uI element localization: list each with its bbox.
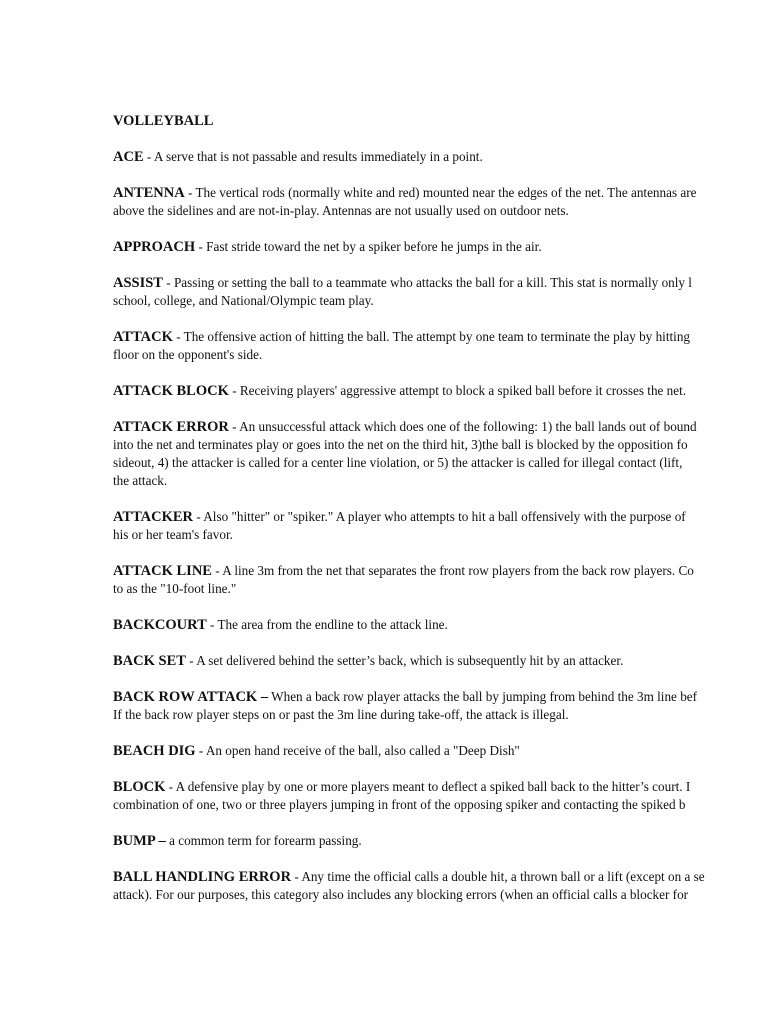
entry-term: BUMP – [113, 833, 166, 849]
entry-definition: - A serve that is not passable and results immediately in a point. [143, 149, 483, 164]
entry-line [113, 454, 768, 472]
entry-definition: - An unsuccessful attack which does one of the following: 1) the ball lands out of bound [228, 419, 697, 434]
entry-line [113, 292, 768, 310]
entry-line [113, 706, 768, 724]
entry-definition: a common term for forearm passing. [165, 833, 362, 848]
entry-line [113, 382, 768, 400]
entry-line [113, 418, 768, 436]
entry-term: ATTACK ERROR [113, 419, 229, 435]
entry-line [113, 526, 768, 544]
entry-term: APPROACH [113, 239, 196, 255]
entry-definition: into the net and terminates play or goes into the net on the third hit, 3)the ball is blocked by the opposition fo [113, 437, 688, 452]
entry-definition: If the back row player steps on or past the 3m line during take-off, the attack is illegal. [113, 707, 569, 722]
glossary-entry [113, 832, 768, 850]
entry-definition: his or her team's favor. [113, 527, 233, 542]
glossary-entry [113, 184, 768, 220]
entry-definition: above the sidelines and are not-in-play. Antennas are not usually used on outdoor nets. [113, 203, 569, 218]
entry-line [113, 238, 768, 256]
entry-term: ATTACK [113, 329, 173, 345]
glossary-entry [113, 652, 768, 670]
entry-definition: - An open hand receive of the ball, also called a "Deep Dish" [195, 743, 520, 758]
entry-line [113, 580, 768, 598]
entry-definition: school, college, and National/Olympic team play. [113, 293, 374, 308]
document-title: VOLLEYBALL [113, 113, 214, 129]
entry-term: BACK SET [113, 653, 186, 669]
entry-line [113, 472, 768, 490]
glossary-entry [113, 616, 768, 634]
glossary-entry [113, 382, 768, 400]
entry-definition: attack). For our purposes, this category also includes any blocking errors (when an official calls a blocker for [113, 887, 689, 902]
entry-definition: - Passing or setting the ball to a teammate who attacks the ball for a kill. This stat is normally only l [162, 275, 692, 290]
glossary-entry [113, 868, 768, 904]
document-body [113, 112, 768, 922]
entry-line [113, 778, 768, 796]
entry-line [113, 688, 768, 706]
entry-line [113, 274, 768, 292]
entry-definition: When a back row player attacks the ball by jumping from behind the 3m line bef [268, 689, 698, 704]
glossary-entry [113, 328, 768, 364]
glossary-entry [113, 778, 768, 814]
entry-term: BLOCK [113, 779, 166, 795]
entry-line [113, 868, 768, 886]
entry-line [113, 616, 768, 634]
glossary-entry [113, 238, 768, 256]
entry-line [113, 886, 768, 904]
entry-definition: the attack. [113, 473, 168, 488]
entry-definition: - Receiving players' aggressive attempt to block a spiked ball before it crosses the net. [228, 383, 687, 398]
entry-definition: - A defensive play by one or more players meant to deflect a spiked ball back to the hitter’s court. I [165, 779, 691, 794]
entry-term: BACKCOURT [113, 617, 207, 633]
entry-definition: sideout, 4) the attacker is called for a center line violation, or 5) the attacker is called for illegal contact (lift, [113, 455, 683, 470]
entry-line [113, 148, 768, 166]
entry-definition: - Fast stride toward the net by a spiker before he jumps in the air. [195, 239, 542, 254]
entry-line [113, 328, 768, 346]
entry-term: ATTACK BLOCK [113, 383, 229, 399]
glossary-entry [113, 508, 768, 544]
entry-definition: - The offensive action of hitting the ball. The attempt by one team to terminate the play by hitting [172, 329, 691, 344]
glossary-entry [113, 274, 768, 310]
entry-term: ANTENNA [113, 185, 185, 201]
entry-line [113, 346, 768, 364]
entry-definition: floor on the opponent's side. [113, 347, 263, 362]
entry-line [113, 202, 768, 220]
entry-line [113, 742, 768, 760]
entry-term: ATTACKER [113, 509, 194, 525]
entry-definition: - A line 3m from the net that separates the front row players from the back row players. Co [211, 563, 694, 578]
entry-line [113, 562, 768, 580]
glossary-list [113, 148, 768, 904]
entry-line [113, 652, 768, 670]
glossary-entry [113, 688, 768, 724]
entry-term: BALL HANDLING ERROR [113, 869, 292, 885]
entry-line [113, 832, 768, 850]
entry-definition: - A set delivered behind the setter’s back, which is subsequently hit by an attacker. [185, 653, 624, 668]
entry-definition: - Any time the official calls a double hit, a thrown ball or a lift (except on a se [291, 869, 705, 884]
entry-term: ASSIST [113, 275, 163, 291]
entry-term: BEACH DIG [113, 743, 196, 759]
entry-definition: - Also "hitter" or "spiker." A player who attempts to hit a ball offensively with the purpose of [193, 509, 686, 524]
entry-definition: to as the "10-foot line." [113, 581, 237, 596]
glossary-entry [113, 418, 768, 490]
entry-term: BACK ROW ATTACK – [113, 689, 269, 705]
entry-line [113, 796, 768, 814]
entry-line [113, 184, 768, 202]
entry-term: ACE [113, 149, 144, 165]
entry-term: ATTACK LINE [113, 563, 212, 579]
glossary-entry [113, 148, 768, 166]
entry-line [113, 508, 768, 526]
glossary-entry [113, 742, 768, 760]
entry-definition: - The area from the endline to the attack line. [206, 617, 448, 632]
entry-definition: - The vertical rods (normally white and red) mounted near the edges of the net. The antennas are [184, 185, 697, 200]
entry-definition: combination of one, two or three players jumping in front of the opposing spiker and contacting the spiked b [113, 797, 686, 812]
glossary-entry [113, 562, 768, 598]
entry-line [113, 436, 768, 454]
